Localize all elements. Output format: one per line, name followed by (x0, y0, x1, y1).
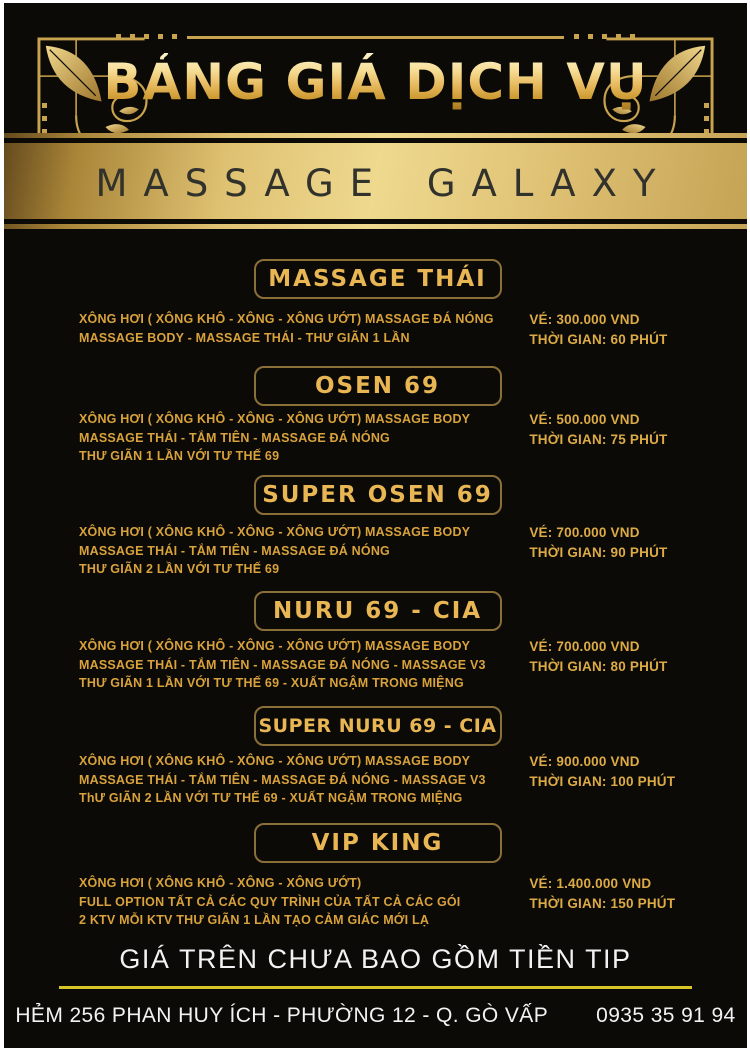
page-title: BẢNG GIÁ DỊCH VỤ (4, 53, 747, 111)
service-price: VÉ: 700.000 VND (529, 525, 640, 540)
description-line: XÔNG HƠI ( XÔNG KHÔ - XÔNG - XÔNG ƯỚT) MASSAGE ĐÁ NÓNG (79, 312, 494, 326)
service-meta (529, 310, 697, 350)
description-line: FULL OPTION TẤT CẢ CÁC QUY TRÌNH CỦA TẤT CẢ CÁC GÓI (79, 894, 461, 909)
banner-stripe-bottom (4, 219, 747, 224)
service-price: VÉ: 500.000 VND (529, 412, 640, 427)
service-title-label: SUPER NURU 69 - CIA (258, 715, 497, 737)
service-title-super-nuru-69-cia (254, 706, 502, 746)
service-duration: THỜI GIAN: 75 PHÚT (529, 432, 668, 447)
service-title-label: NURU 69 - CIA (272, 598, 483, 624)
service-row (79, 410, 697, 466)
phone-number: 0935 35 91 94 (596, 1004, 736, 1027)
service-price: VÉ: 700.000 VND (529, 639, 640, 654)
description-line: 2 KTV MỖI KTV THƯ GIÃN 1 LẦN TẠO CẢM GIÁC MỚI LẠ (79, 913, 430, 927)
service-price: VÉ: 1.400.000 VND (529, 876, 652, 891)
service-duration: THỜI GIAN: 150 PHÚT (529, 896, 676, 911)
service-title-vip-king (254, 823, 502, 863)
description-line: XÔNG HƠI ( XÔNG KHÔ - XÔNG - XÔNG ƯỚT) MASSAGE BODY (79, 639, 471, 653)
description-line: XÔNG HƠI ( XÔNG KHÔ - XÔNG - XÔNG ƯỚT) (79, 876, 362, 890)
service-title-massage-thai (254, 259, 502, 299)
description-line: MASSAGE THÁI - TẮM TIÊN - MASSAGE ĐÁ NÓNG (79, 543, 390, 558)
service-description (79, 637, 529, 693)
service-row (79, 874, 697, 930)
brand-banner (4, 133, 747, 229)
service-description (79, 874, 529, 930)
description-line: ThƯ GIÃN 2 LẦN VỚI TƯ THẾ 69 - XUẤT NGẬM TRONG MIỆNG (79, 791, 463, 805)
service-title-nuru-69-cia (254, 591, 502, 631)
service-row (79, 752, 697, 808)
service-duration: THỜI GIAN: 100 PHÚT (529, 774, 676, 789)
header-rule (187, 36, 564, 39)
dots-top-left (116, 34, 177, 39)
service-description (79, 523, 529, 579)
description-line: THƯ GIÃN 2 LẦN VỚI TƯ THẾ 69 (79, 562, 280, 576)
description-line: XÔNG HƠI ( XÔNG KHÔ - XÔNG - XÔNG ƯỚT) MASSAGE BODY (79, 754, 471, 768)
service-description (79, 410, 529, 466)
service-meta (529, 752, 697, 808)
service-title-super-osen-69 (254, 475, 502, 515)
contact-row (4, 1004, 747, 1028)
banner-stripe-top (4, 138, 747, 143)
service-title-osen-69 (254, 366, 502, 406)
description-line: THƯ GIÃN 1 LẦN VỚI TƯ THẾ 69 - XUẤT NGẬM TRONG MIỆNG (79, 676, 464, 690)
service-meta (529, 410, 697, 466)
service-duration: THỜI GIAN: 80 PHÚT (529, 659, 668, 674)
service-title-label: SUPER OSEN 69 (262, 482, 493, 508)
service-description (79, 310, 529, 350)
footer-divider (59, 986, 692, 989)
service-price: VÉ: 300.000 VND (529, 312, 640, 327)
description-line: MASSAGE THÁI - TẮM TIÊN - MASSAGE ĐÁ NÓNG - MASSAGE V3 (79, 772, 486, 787)
service-meta (529, 874, 697, 930)
tip-note: GIÁ TRÊN CHƯA BAO GỒM TIỀN TIP (119, 944, 632, 974)
service-title-label: MASSAGE THÁI (268, 266, 487, 292)
service-row (79, 637, 697, 693)
dots-top-right (574, 34, 635, 39)
price-list-poster (4, 3, 747, 1048)
description-line: MASSAGE BODY - MASSAGE THÁI - THƯ GIÃN 1 LẦN (79, 330, 410, 345)
service-row (79, 523, 697, 579)
description-line: THƯ GIÃN 1 LẦN VỚI TƯ THẾ 69 (79, 449, 280, 463)
description-line: XÔNG HƠI ( XÔNG KHÔ - XÔNG - XÔNG ƯỚT) MASSAGE BODY (79, 412, 471, 426)
service-description (79, 752, 529, 808)
service-meta (529, 637, 697, 693)
service-duration: THỜI GIAN: 60 PHÚT (529, 332, 668, 347)
service-price: VÉ: 900.000 VND (529, 754, 640, 769)
address: HẺM 256 PHAN HUY ÍCH - PHƯỜNG 12 - Q. GÒ VẤP (15, 1004, 549, 1027)
description-line: XÔNG HƠI ( XÔNG KHÔ - XÔNG - XÔNG ƯỚT) MASSAGE BODY (79, 525, 471, 539)
service-title-label: OSEN 69 (314, 373, 441, 399)
service-title-label: VIP KING (311, 830, 444, 856)
description-line: MASSAGE THÁI - TẮM TIÊN - MASSAGE ĐÁ NÓNG - MASSAGE V3 (79, 657, 486, 672)
service-meta (529, 523, 697, 579)
service-duration: THỜI GIAN: 90 PHÚT (529, 545, 668, 560)
description-line: MASSAGE THÁI - TẮM TIÊN - MASSAGE ĐÁ NÓNG (79, 430, 390, 445)
brand-name: MASSAGE GALAXY (95, 162, 672, 205)
service-row (79, 310, 697, 350)
